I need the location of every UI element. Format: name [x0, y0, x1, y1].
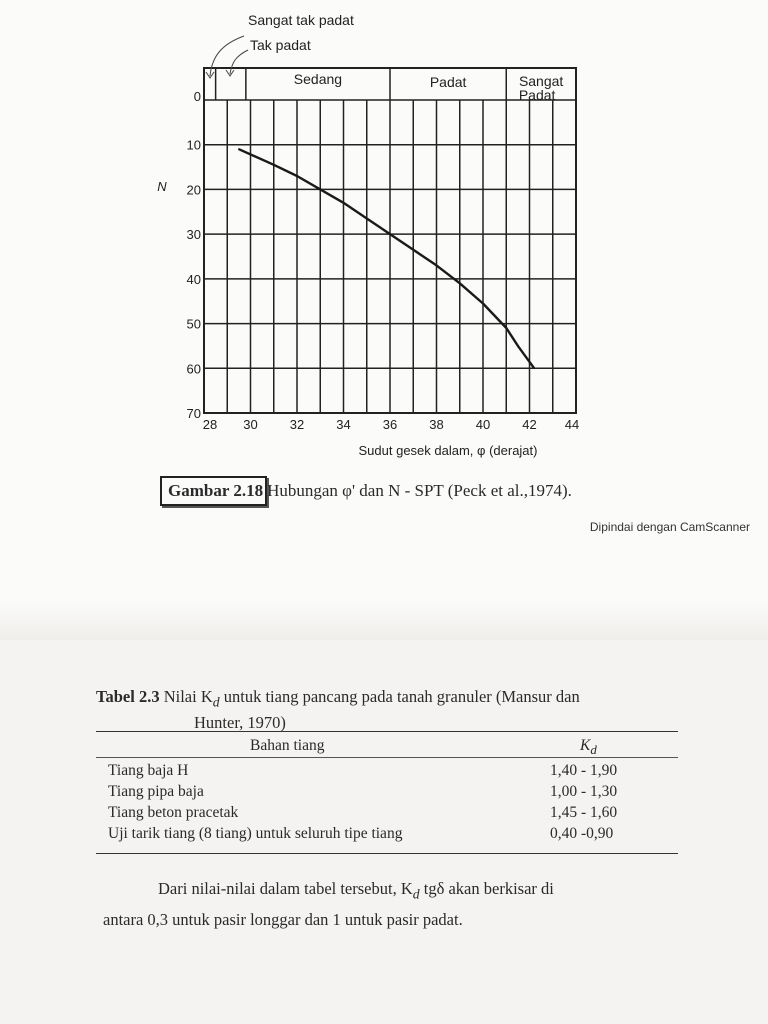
- x-tick-label: 30: [243, 417, 258, 432]
- table-cell-material: Tiang beton pracetak: [108, 804, 239, 821]
- y-tick-label: 30: [186, 227, 201, 243]
- zone-label: Padat: [429, 74, 467, 90]
- x-tick-label: 34: [336, 417, 351, 432]
- table-cell-kd: 1,45 - 1,60: [550, 804, 618, 821]
- camscanner-watermark: Dipindai dengan CamScanner: [589, 520, 750, 534]
- zone-label: Sedang: [293, 71, 343, 87]
- paragraph-line2: antara 0,3 untuk pasir longgar dan 1 untuk pasir padat.: [103, 910, 463, 930]
- figure-caption-label: Gambar 2.18: [160, 476, 267, 506]
- x-axis-label: Sudut gesek dalam, φ (derajat): [358, 443, 538, 458]
- x-tick-label: 28: [202, 417, 218, 432]
- y-tick-label: 20: [186, 182, 201, 198]
- table-cell-material: Tiang pipa baja: [108, 783, 204, 800]
- table-header-material: Bahan tiang: [250, 737, 325, 754]
- series-line: [239, 149, 534, 368]
- table-title-sub: d: [212, 694, 220, 710]
- series-point: [436, 265, 438, 267]
- series-point: [533, 367, 535, 369]
- zone-label: Tak padat: [250, 37, 311, 53]
- table-cell-kd: 0,40 -0,90: [550, 825, 614, 842]
- y-tick-label: 60: [186, 361, 201, 377]
- y-tick-label: 40: [186, 271, 201, 287]
- table-title-line2: Hunter, 1970): [194, 713, 286, 733]
- table-row: [108, 804, 668, 824]
- table-title-line1: Nilai K: [163, 687, 213, 706]
- figure-caption-text: Hubungan φ' dan N - SPT (Peck et al.,1974).: [267, 481, 572, 500]
- table-row: [108, 825, 668, 845]
- figure-caption: [160, 476, 572, 506]
- x-tick-label: 32: [289, 417, 305, 432]
- y-axis-label: N: [157, 179, 167, 194]
- body-paragraph: [103, 876, 703, 933]
- series-point: [319, 189, 321, 191]
- zone-label: Padat: [518, 87, 556, 103]
- y-tick-label: 10: [186, 137, 201, 153]
- y-tick-label: 0: [193, 89, 201, 104]
- table-bottom-rule: [96, 853, 678, 854]
- y-tick-label: 70: [186, 406, 201, 421]
- x-tick-label: 42: [522, 417, 537, 432]
- table-top-rule: [96, 731, 678, 732]
- series-point: [459, 282, 461, 284]
- page-gap: [0, 600, 768, 640]
- table-header-rule: [96, 757, 678, 758]
- series-point: [482, 303, 484, 305]
- table-cell-material: Uji tarik tiang (8 tiang) untuk seluruh tipe tiang: [108, 825, 403, 842]
- table-header-kd: $K_d$: [580, 737, 597, 758]
- table-title-rest: untuk tiang pancang pada tanah granuler (Mansur dan: [219, 687, 580, 706]
- x-tick-label: 40: [475, 417, 491, 432]
- x-tick-label: 36: [382, 417, 398, 432]
- table-row: [108, 783, 668, 803]
- series-point: [296, 175, 298, 177]
- paragraph-line1: Dari nilai-nilai dalam tabel tersebut, $K_d$ tgδ akan berkisar di: [158, 879, 554, 902]
- series-point: [366, 218, 368, 220]
- y-tick-label: 50: [186, 316, 201, 332]
- series-point: [343, 202, 345, 204]
- table-title: [96, 686, 706, 733]
- series-point: [238, 148, 240, 150]
- series-point: [389, 233, 391, 235]
- table-label: Tabel 2.3: [96, 687, 160, 706]
- series-point: [273, 164, 275, 166]
- x-tick-label: 44: [564, 417, 580, 432]
- table-cell-kd: 1,00 - 1,30: [550, 783, 618, 800]
- zone-label: Sangat tak padat: [248, 12, 354, 28]
- series-point: [412, 249, 414, 251]
- table-cell-kd: 1,40 - 1,90: [550, 762, 618, 779]
- table-row: [108, 762, 668, 782]
- series-point: [517, 345, 519, 347]
- table-cell-material: Tiang baja H: [108, 762, 189, 779]
- series-point: [505, 327, 507, 329]
- x-tick-label: 38: [429, 417, 444, 432]
- zone-label: Sangat: [518, 73, 564, 89]
